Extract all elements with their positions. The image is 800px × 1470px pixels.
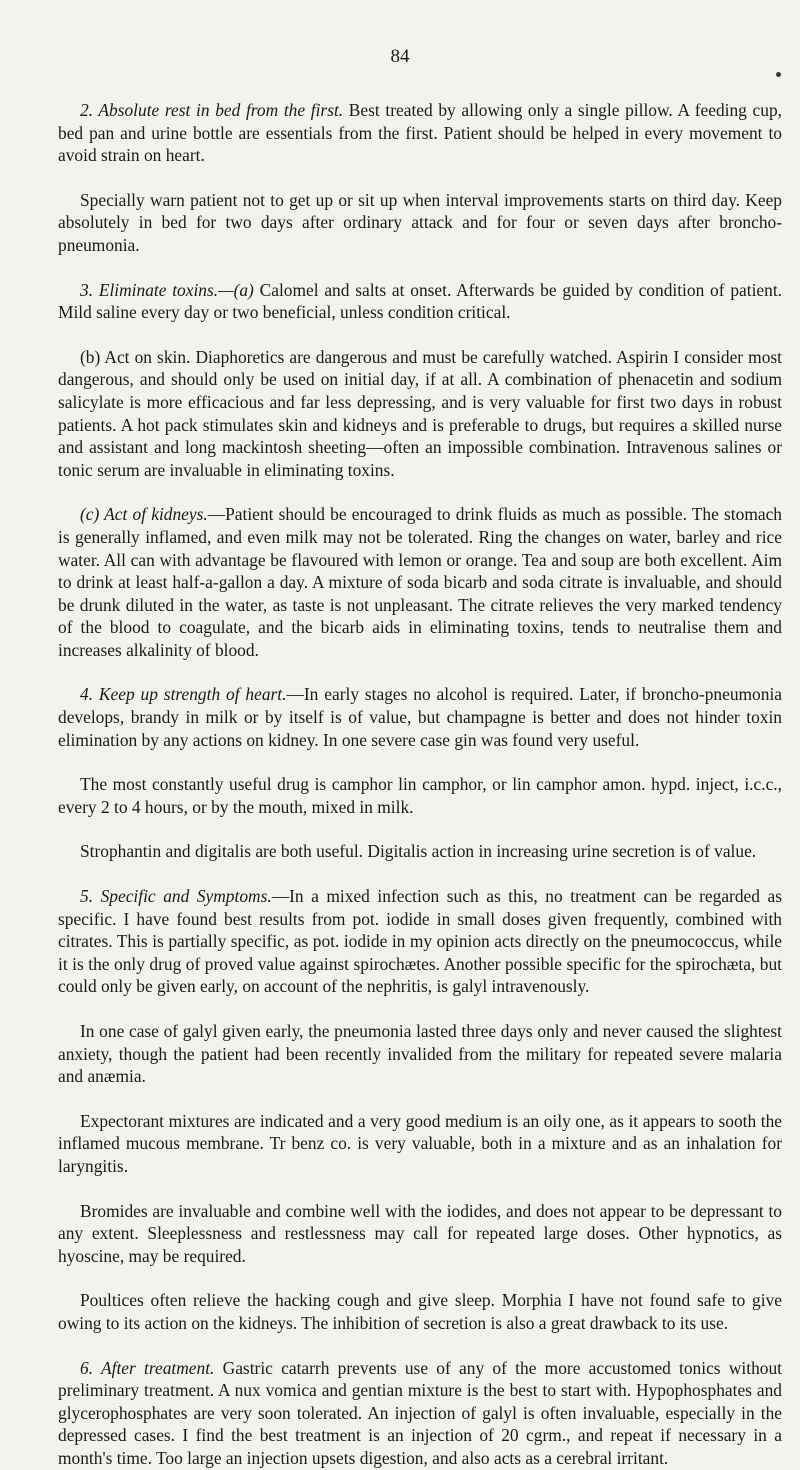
paragraph-heading: 5. Specific and Symptoms.: [80, 886, 272, 907]
paragraph-text: Expectorant mixtures are indicated and a very good medium is an oily one, as it appears to sooth the inflamed mucous membrane. Tr benz co. is very valuable, both in a mixture and as an inhalation for laryngitis.: [58, 1110, 782, 1176]
page-body: [58, 99, 782, 1470]
paragraph-strength-of-heart: [58, 683, 782, 751]
paragraph-text: Gastric catarrh prevents use of any of the more accustomed tonics without preliminary treatment. A nux vomica and gentian mixture is the best to start with. Hypophosphates and glycerophosphates are very soon tolerated. An injection of galyl is often invaluable, especially in the depressed cases. I find the best treatment is an injection of 20 cgrm., and repeat if necessary in a month's time. Too large an injection upsets digestion, and also acts as a cerebral irritant.: [58, 1357, 782, 1468]
paragraph-poultices: [58, 1289, 782, 1334]
paragraph-expectorant: [58, 1110, 782, 1178]
paragraph-strophantin: [58, 840, 782, 863]
paragraph-heading: 3. Eliminate toxins.—(a): [80, 279, 254, 300]
paragraph-eliminate-toxins: [58, 279, 782, 324]
paragraph-act-on-skin: [58, 346, 782, 482]
paragraph-absolute-rest: [58, 99, 782, 167]
paragraph-specific-symptoms: [58, 885, 782, 998]
paragraph-heading: 4. Keep up strength of heart.: [80, 684, 287, 705]
paragraph-text: —In a mixed infection such as this, no treatment can be regarded as specific. I have found best results from pot. iodide in small doses given frequently, combined with citrates. This is partially specific, as pot. iodide in my opinion acts directly on the pneumococcus, while it is the only drug of proved value against spirochætes. Another possible specific for the spirochæta, but could only be given early, on account of the nephritis, is galyl intravenously.: [58, 886, 782, 997]
paragraph-text: The most constantly useful drug is camphor lin camphor, or lin camphor amon. hypd. inject, i.c.c., every 2 to 4 hours, or by the mouth, mixed in milk.: [58, 774, 782, 817]
paragraph-text: In one case of galyl given early, the pneumonia lasted three days only and never caused the slightest anxiety, though the patient had been recently invalided from the military for repeated severe malaria and anæmia.: [58, 1021, 782, 1087]
paragraph-text: —Patient should be encouraged to drink fluids as much as possible. The stomach is generally inflamed, and even milk may not be tolerated. Ring the changes on water, barley and rice water. All can with advantage be flavoured with lemon or orange. Tea and soup are both excellent. Aim to drink at least half-a-gallon a day. A mixture of soda bicarb and soda citrate is invaluable, and should be drunk diluted in the water, as taste is not unpleasant. The citrate relieves the very marked tendency of the blood to coagulate, and the bicarb aids in eliminating toxins, tends to neutralise them and increases alkalinity of blood.: [58, 504, 782, 660]
paragraph-text: Poultices often relieve the hacking cough and give sleep. Morphia I have not found safe to give owing to its action on the kidneys. The inhibition of secretion is also a great drawback to its use.: [58, 1290, 782, 1333]
paragraph-text: Calomel and salts at onset. Afterwards be guided by condition of patient. Mild saline every day or two beneficial, unless condition critical.: [58, 279, 782, 323]
paragraph-text: —In early stages no alcohol is required. Later, if broncho-pneumonia develops, brandy in milk or by itself is of value, but champagne is better and does not hinder toxin elimination by any actions on kidney. In one severe case gin was found very useful.: [58, 684, 782, 750]
paragraph-heading: 6. After treatment.: [80, 1357, 215, 1378]
ink-speck: [776, 72, 781, 77]
paragraph-text: Strophantin and digitalis are both useful. Digitalis action in increasing urine secretion is of value.: [80, 841, 757, 862]
paragraph-text: Specially warn patient not to get up or sit up when interval improvements starts on third day. Keep absolutely in bed for two days after ordinary attack and for four or seven days after broncho-pneumonia.: [58, 189, 782, 255]
paragraph-text: Bromides are invaluable and combine well with the iodides, and does not appear to be depressant to any extent. Sleeplessness and restlessness may call for repeated large doses. Other hypnotics, as hyoscine, may be required.: [58, 1200, 782, 1266]
paragraph-galyl-case: [58, 1020, 782, 1088]
page-number: 84: [390, 46, 410, 67]
paragraph-text: Act on skin. Diaphoretics are dangerous and must be carefully watched. Aspirin I consider most dangerous, and should only be used on initial day, if at all. A combination of phenacetin and sodium salicylate is more efficacious and far less depressing, and is very valuable for first two days in robust patients. A hot pack stimulates skin and kidneys and is preferable to drugs, but requires a skilled nurse and assistant and long mackintosh sheeting—often an impossible combination. Intravenous salines or tonic serum are invaluable in eliminating toxins.: [58, 346, 782, 480]
paragraph-bromides: [58, 1200, 782, 1268]
paragraph-act-of-kidneys: [58, 503, 782, 661]
paragraph-heading: 2. Absolute rest in bed from the first.: [80, 100, 344, 120]
paragraph-heading: (c) Act of kidneys.: [80, 504, 208, 525]
paragraph-after-treatment: [58, 1357, 782, 1470]
paragraph-warn-patient: [58, 189, 782, 257]
paragraph-camphor: [58, 773, 782, 818]
paragraph-heading: (b): [80, 346, 101, 367]
paragraph-text: Best treated by allowing only a single pillow. A feeding cup, bed pan and urine bottle are essentials from the first. Patient should be helped in every movement to avoid strain on heart.: [58, 100, 782, 166]
